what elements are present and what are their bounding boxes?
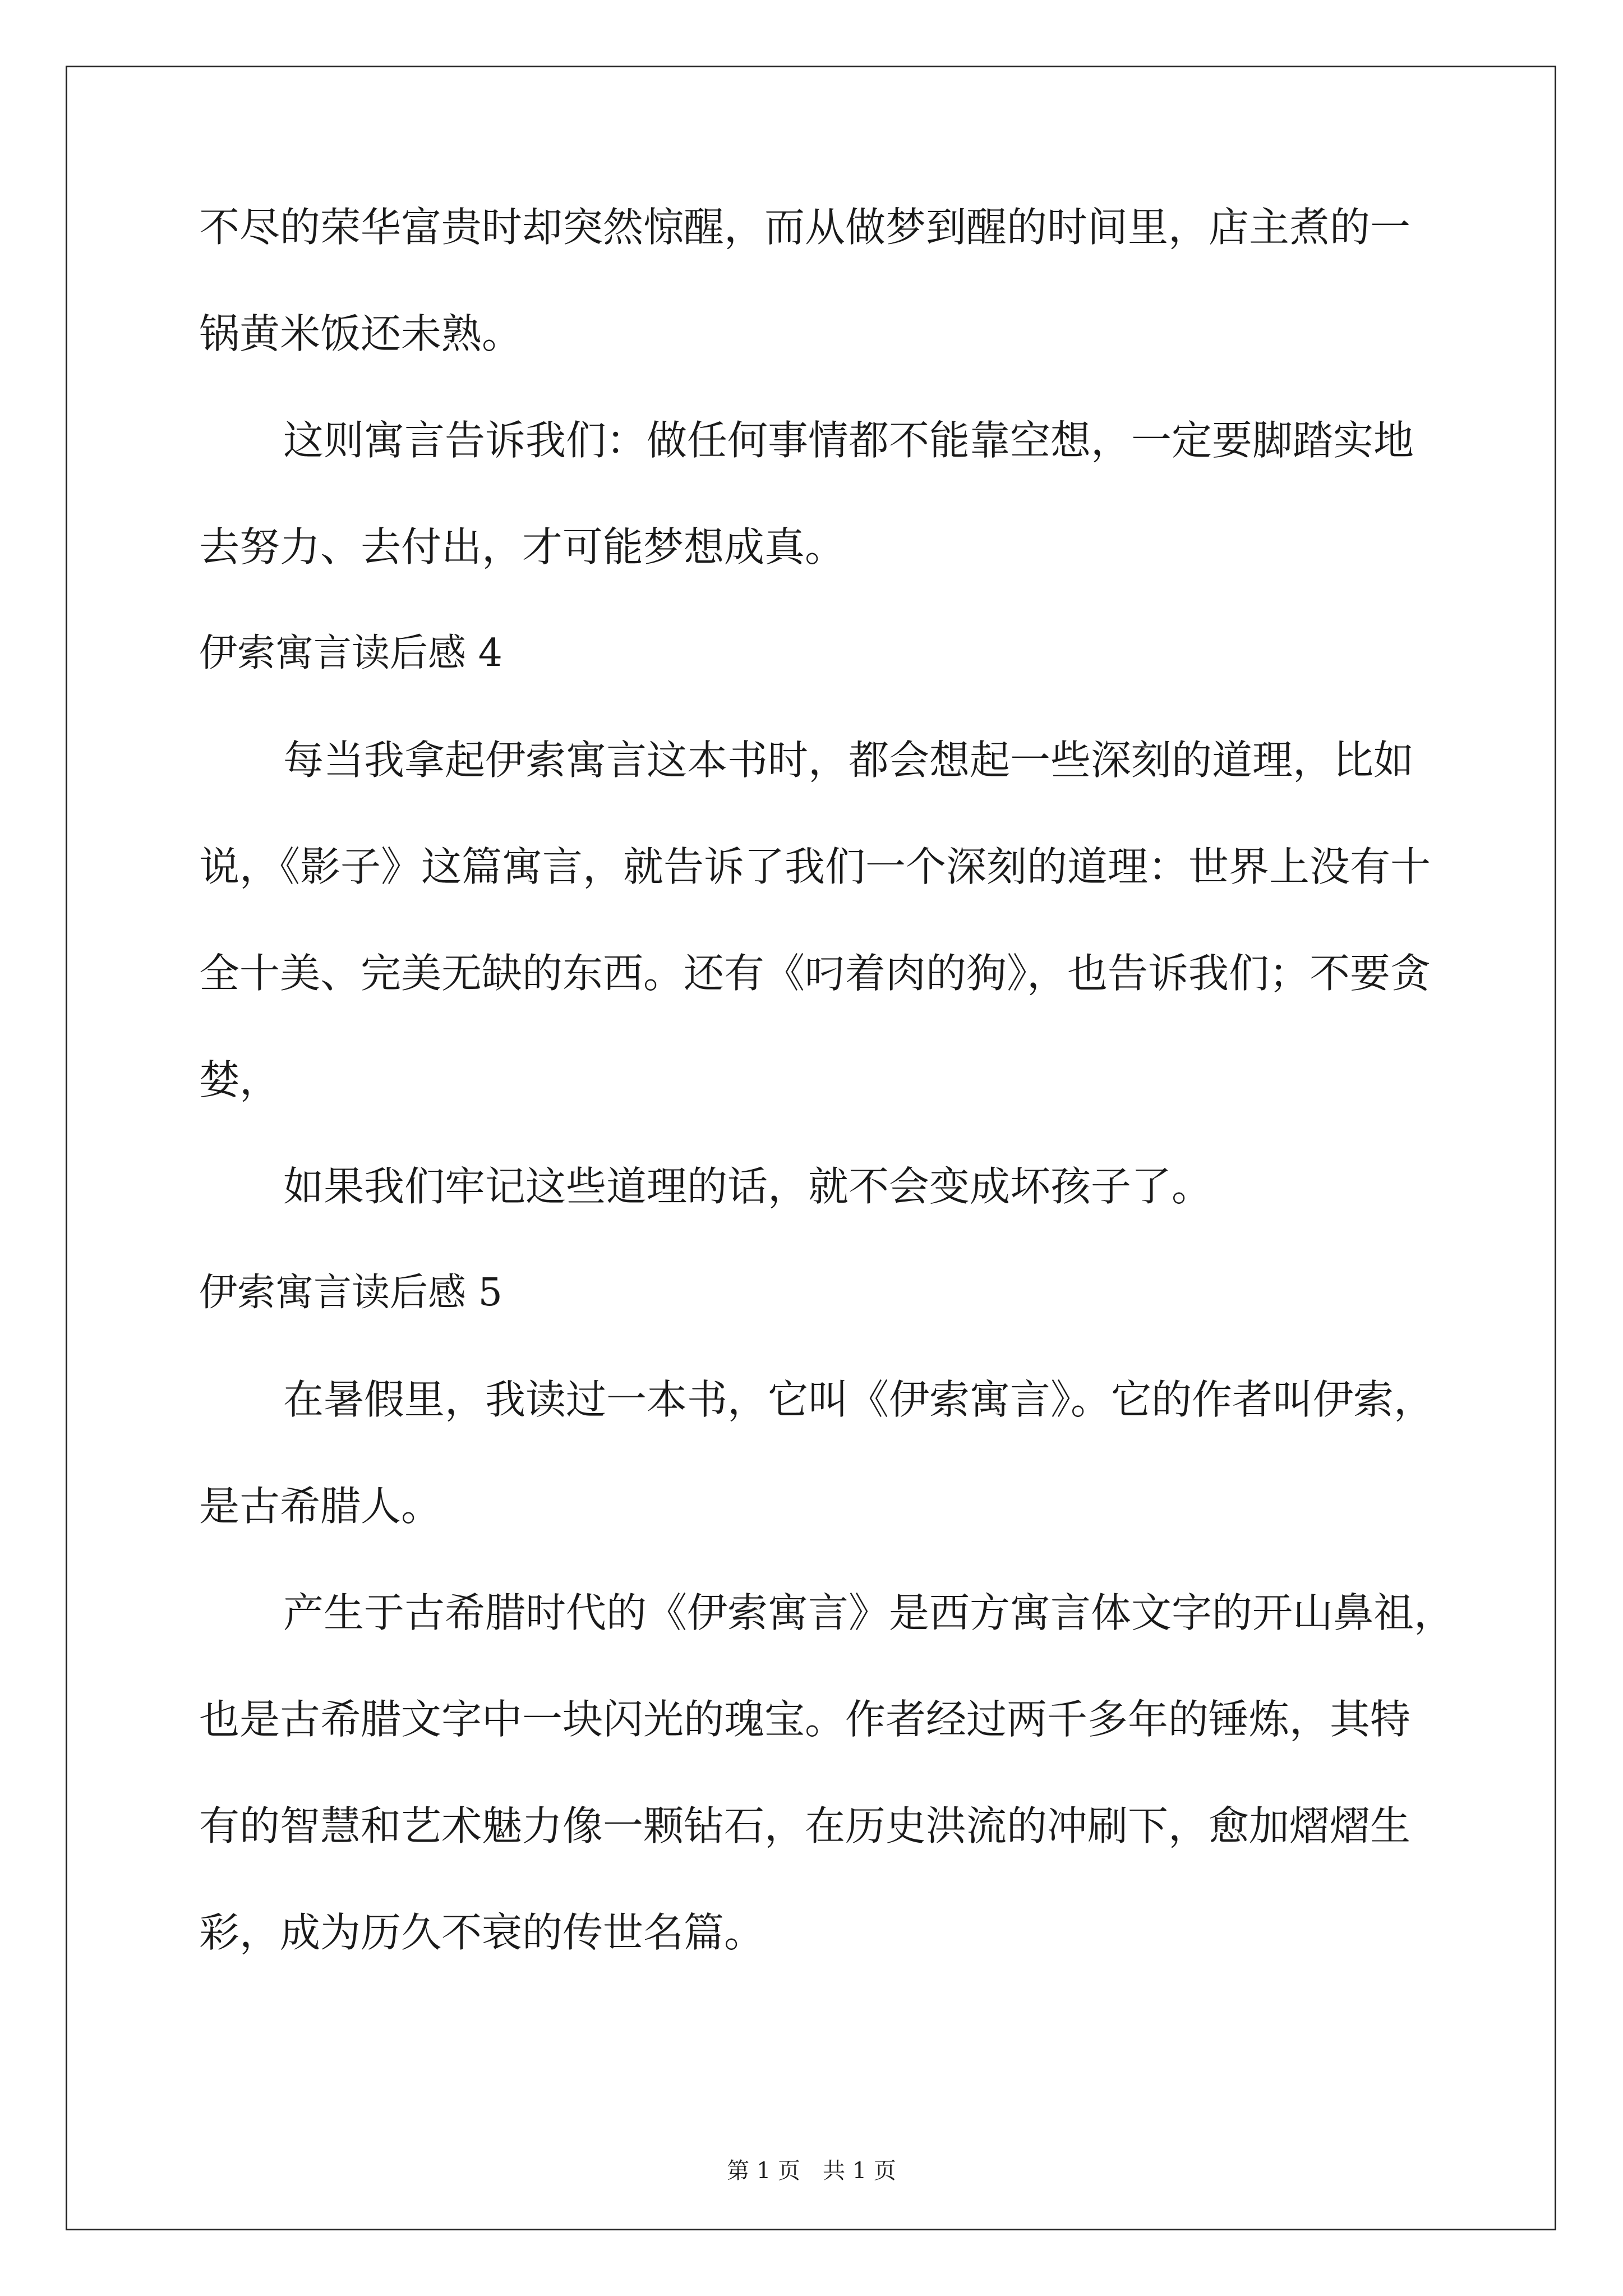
paragraph-line: 锅黄米饭还未熟。 [199, 310, 523, 357]
section-heading: 伊索寓言读后感 4 [199, 631, 502, 675]
paragraph-line: 有的智慧和艺术魅力像一颗钻石，在历史洪流的冲刷下，愈加熠熠生 [199, 1802, 1411, 1849]
section-heading: 伊索寓言读后感 5 [199, 1271, 502, 1315]
paragraph-line: 说，《影子》这篇寓言，就告诉了我们一个深刻的道理：世界上没有十 [199, 843, 1431, 890]
paragraph-line: 产生于古希腊时代的《伊索寓言》是西方寓言体文字的开山鼻祖， [283, 1589, 1455, 1636]
paragraph-line: 如果我们牢记这些道理的话，就不会变成坏孩子了。 [283, 1163, 1212, 1210]
paragraph-line: 是古希腊人。 [199, 1483, 442, 1530]
page-number-footer: 第 1 页 共 1 页 [727, 2158, 896, 2184]
paragraph-line: 婪， [199, 1056, 280, 1103]
paragraph-line: 这则寓言告诉我们：做任何事情都不能靠空想，一定要脚踏实地 [283, 417, 1414, 464]
paragraph-line: 也是古希腊文字中一块闪光的瑰宝。作者经过两千多年的锤炼，其特 [199, 1696, 1411, 1743]
paragraph-line: 去努力、去付出，才可能梦想成真。 [199, 523, 846, 570]
paragraph-line: 不尽的荣华富贵时却突然惊醒，而从做梦到醒的时间里，店主煮的一 [199, 204, 1411, 251]
paragraph-line: 每当我拿起伊索寓言这本书时，都会想起一些深刻的道理，比如 [283, 737, 1414, 784]
paragraph-line: 全十美、完美无缺的东西。还有《叼着肉的狗》，也告诉我们；不要贪 [199, 950, 1431, 997]
paragraph-line: 在暑假里，我读过一本书，它叫《伊索寓言》。它的作者叫伊索， [283, 1376, 1435, 1423]
paragraph-line: 彩，成为历久不衰的传世名篇。 [199, 1909, 765, 1956]
